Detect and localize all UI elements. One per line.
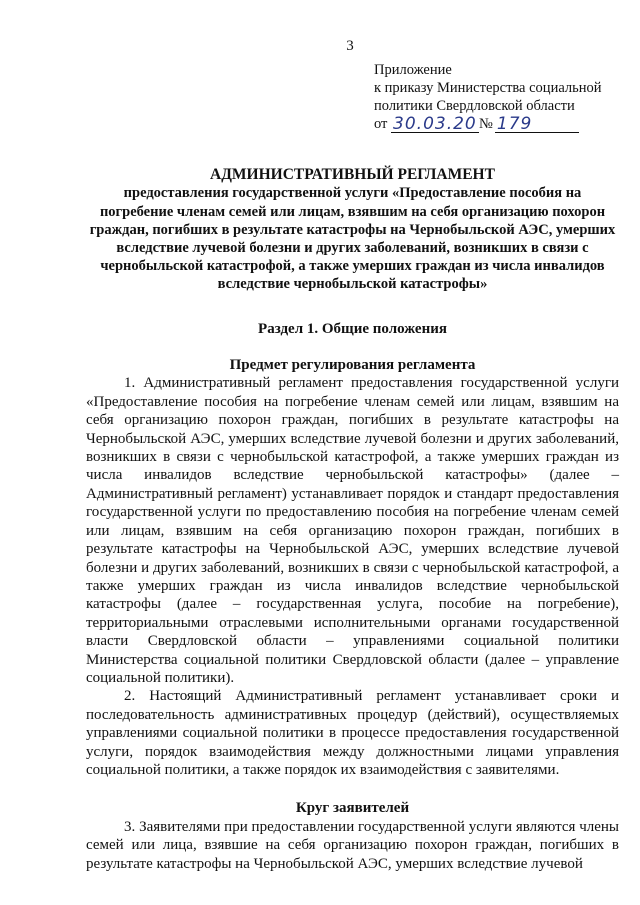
section-title: Раздел 1. Общие положения xyxy=(258,320,447,337)
document-subtitle: предоставления государственной услуги «Предоставление пособия на погребение членам семей или лицам, взявшим на себя организацию похорон граждан, погибших в результате катастрофы на Чернобыльской АЭС, умерших вследствие лучевой болезни и других заболеваний, возникших в связи с чернобыльской катастрофой, а также умерших граждан из числа инвалидов вследствие чернобыльской катастрофы» xyxy=(89,185,616,293)
appendix-date-line xyxy=(374,115,602,133)
heading-subject: Предмет регулирования регламента xyxy=(229,357,476,374)
document-body xyxy=(86,166,619,873)
appendix-line: к приказу Министерства социальной xyxy=(374,80,602,96)
appendix-line: политики Свердловской области xyxy=(374,98,575,114)
paragraph-2: 2. Настоящий Административный регламент устанавливает сроки и последовательность административных процедур (действий), осуществляемых управлениями социальной политики в процессе предоставления государственной услуги, порядок взаимодействия между должностными лицами управления социальной политики, а также порядок их взаимодействия с заявителями. xyxy=(86,688,619,778)
handwritten-number: 179 xyxy=(495,116,579,133)
heading-applicants: Круг заявителей xyxy=(295,800,410,817)
page-number: 3 xyxy=(346,38,354,54)
date-prefix: от xyxy=(374,116,388,132)
handwritten-date: 30.03.20 xyxy=(391,116,479,133)
appendix-block xyxy=(374,61,602,133)
appendix-line: Приложение xyxy=(374,62,452,78)
paragraph-3: 3. Заявителями при предоставлении государственной услуги являются члены семей или лица, взявшие на себя организацию похорон граждан, погибших в результате катастрофы на Чернобыльской АЭС, умерших вследствие лучевой xyxy=(86,818,619,872)
paragraph-1: 1. Административный регламент предоставления государственной услуги «Предоставление пособия на погребение членам семей или лицам, взявшим на себя организацию похорон граждан, погибших в результате катастрофы на Чернобыльской АЭС, умерших вследствие лучевой болезни и других заболеваний, возникших в связи с чернобыльской катастрофой, а также умерших граждан из числа инвалидов вследствие чернобыльской катастрофы» (далее – Административный регламент) устанавливает порядок и стандарт предоставления государственной услуги по предоставлению пособия на погребение членам семей или лицам, взявшим на себя организацию похорон граждан, погибших в результате катастрофы на Чернобыльской АЭС, умерших вследствие лучевой болезни и других заболеваний, возникших в связи с чернобыльской катастрофой, а также умерших граждан из числа инвалидов вследствие чернобыльской катастрофы (далее – государственная услуга, пособие на погребение), территориальными отраслевыми исполнительными органами государственной власти Свердловской области – управлениями социальной политики Министерства социальной политики Свердловской области (далее – управление социальной политики). xyxy=(86,375,619,686)
document-title: АДМИНИСТРАТИВНЫЙ РЕГЛАМЕНТ xyxy=(210,166,495,183)
number-prefix: № xyxy=(479,116,493,132)
